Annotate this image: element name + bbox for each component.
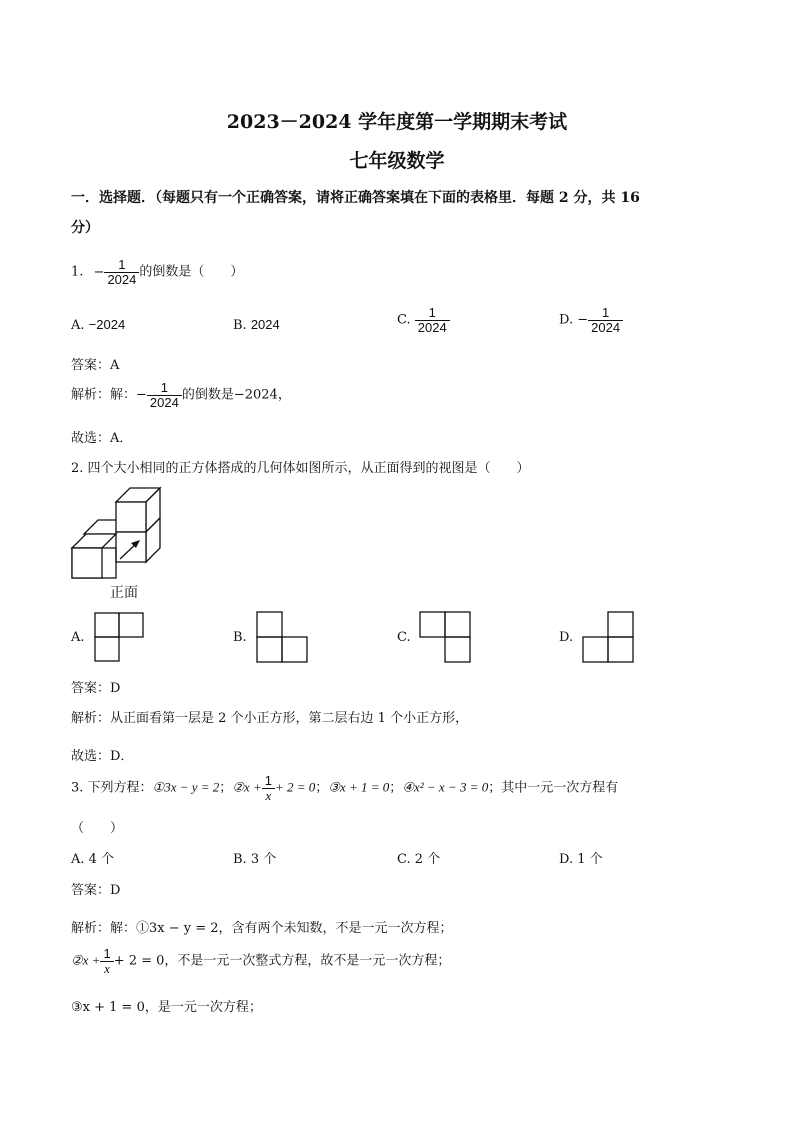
question-3-stem: [71, 774, 618, 802]
separator: ；: [315, 780, 329, 796]
numerator: 1: [147, 381, 182, 396]
option-label: A.: [71, 318, 85, 333]
option-d[interactable]: [559, 306, 623, 334]
answer-3: 答案：D: [71, 883, 121, 898]
fraction-sign: −: [136, 387, 147, 403]
option-text: −2024: [88, 317, 126, 332]
denominator: x: [104, 960, 110, 976]
option-c[interactable]: C. 2 个: [397, 852, 441, 867]
question-stem: 的倒数是（ ）: [139, 264, 244, 280]
question-2-stem: 2. 四个大小相同的正方体搭成的几何体如图所示，从正面得到的视图是（ ）: [71, 461, 530, 476]
page-subtitle: 七年级数学: [349, 150, 445, 172]
fraction: [262, 774, 275, 802]
equation-4: ④x² − x − 3 = 0: [402, 779, 489, 795]
numerator: 1: [104, 258, 139, 273]
analysis-3-line3: ③x + 1 = 0，是一元一次方程；: [71, 1000, 262, 1015]
option-b[interactable]: [233, 317, 280, 333]
equation-1: ①3x − y = 2: [152, 779, 220, 795]
question-3-stem-cont: （ ）: [71, 821, 124, 836]
section-heading-cont: 分）: [71, 220, 99, 236]
answer-1: 答案：A: [71, 358, 120, 373]
separator: ；: [219, 780, 233, 796]
equation-2-suffix: + 2 = 0: [275, 779, 316, 795]
option-a[interactable]: [71, 317, 125, 333]
denominator: x: [265, 787, 272, 803]
fraction: [100, 947, 113, 975]
stem-suffix: ；其中一元一次方程有: [488, 780, 619, 796]
fraction-sign: −: [577, 312, 589, 328]
analysis-3-line2: [71, 947, 450, 975]
question-1: [71, 258, 243, 286]
option-b[interactable]: B. 3 个: [233, 852, 277, 867]
analysis-suffix: + 2 = 0，不是一元一次整式方程，故不是一元一次方程；: [113, 953, 451, 969]
view-b-figure: [257, 612, 307, 662]
analysis-suffix: 的倒数是−2024，: [181, 387, 291, 403]
denominator: 2024: [591, 319, 621, 335]
view-d-figure: [583, 612, 633, 662]
option-a[interactable]: A.: [71, 630, 85, 645]
choose-2: 故选：D．: [71, 749, 134, 764]
denominator: 2024: [417, 319, 447, 335]
option-d[interactable]: D. 1 个: [559, 852, 603, 867]
fraction: [415, 306, 450, 334]
numerator: 1: [262, 774, 275, 789]
denominator: 2024: [107, 271, 137, 287]
option-label: D.: [559, 312, 574, 328]
option-label: B.: [233, 318, 247, 333]
analysis-1: [71, 381, 291, 409]
view-a-figure: [95, 613, 143, 661]
denominator: 2024: [149, 394, 179, 410]
front-label: 正面: [110, 585, 138, 601]
option-c[interactable]: C.: [397, 630, 411, 645]
view-c-figure: [420, 612, 470, 662]
section-heading: 一．选择题．（每题只有一个正确答案，请将正确答案填在下面的表格里．每题 2 分，共 16: [71, 190, 640, 206]
option-c[interactable]: [397, 306, 450, 334]
analysis-2: 解析：从正面看第一层是 2 个小正方形，第二层右边 1 个小正方形，: [71, 711, 469, 726]
numerator: 1: [588, 306, 623, 321]
separator: ；: [389, 780, 403, 796]
answer-2: 答案：D: [71, 681, 121, 696]
fraction: [588, 306, 623, 334]
option-b[interactable]: B.: [233, 630, 247, 645]
option-label: C.: [397, 312, 411, 328]
equation-3: ③x + 1 = 0: [328, 779, 390, 795]
cube-solid-figure: [72, 488, 172, 580]
fraction-sign: −: [93, 264, 105, 280]
choose-1: 故选：A．: [71, 431, 133, 446]
equation-prefix: ②x +: [71, 952, 101, 968]
option-d[interactable]: D.: [559, 630, 574, 645]
analysis-prefix: 解析：解：: [71, 387, 137, 403]
page-title: 2023－2024 学年度第一学期期末考试: [226, 111, 568, 133]
fraction: [147, 381, 182, 409]
equation-2-prefix: ②x +: [232, 779, 262, 795]
question-number: 1.: [71, 264, 84, 280]
fraction: [104, 258, 139, 286]
analysis-3-line1: 解析：解：①3x − y = 2，含有两个未知数，不是一元一次方程；: [71, 921, 453, 936]
numerator: 1: [100, 947, 113, 962]
option-text: 2024: [250, 317, 280, 332]
numerator: 1: [415, 306, 450, 321]
stem-prefix: 3. 下列方程：: [71, 780, 153, 796]
option-a[interactable]: A. 4 个: [71, 852, 115, 867]
